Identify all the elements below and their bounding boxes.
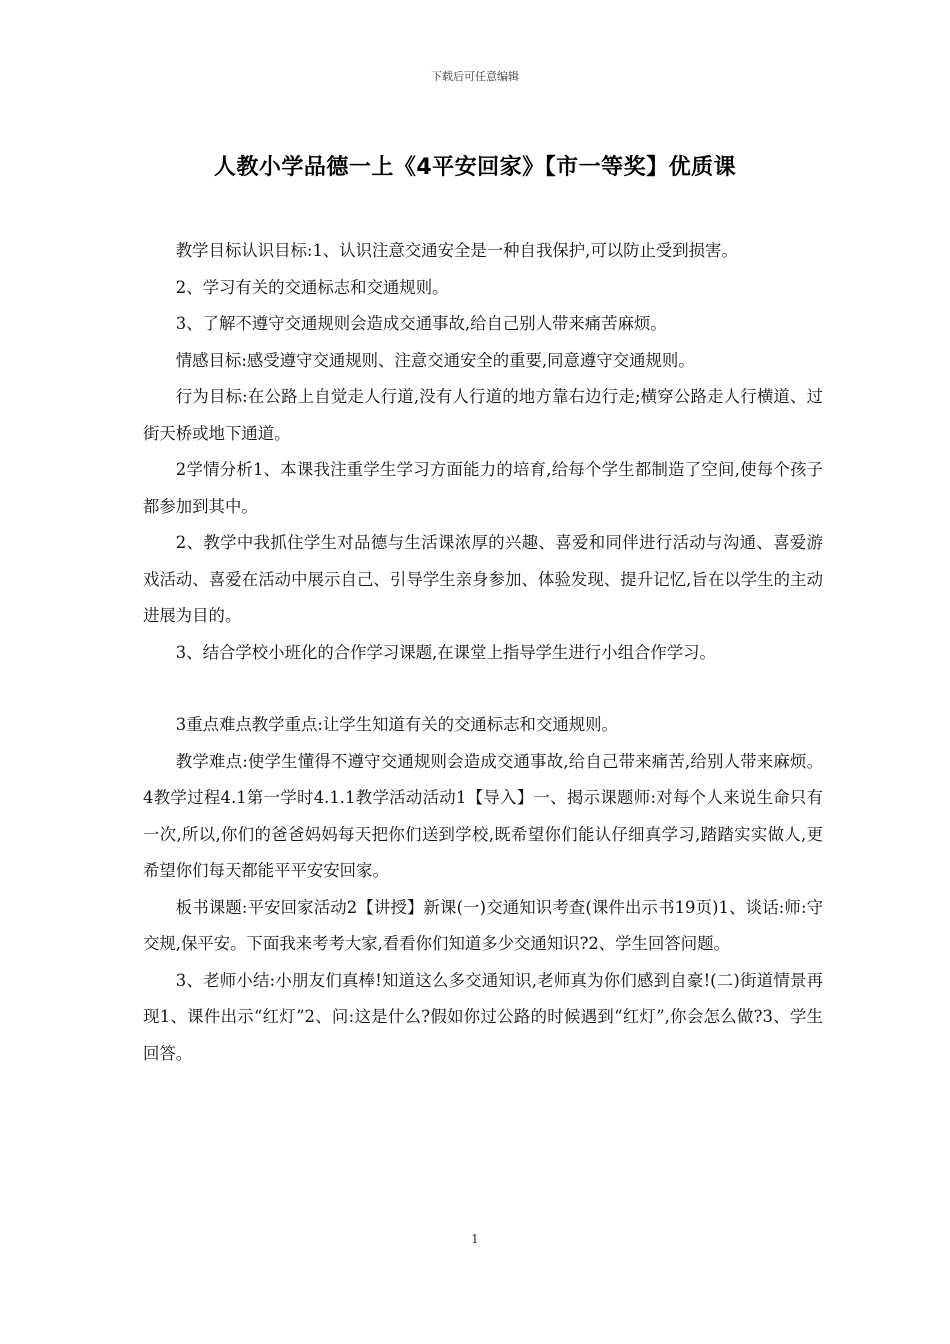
paragraph: 2学情分析1、本课我注重学生学习方面能力的培育,给每个学生都制造了空间,使每个孩子都参加到其中。 <box>143 460 823 516</box>
document-body <box>143 233 823 1072</box>
page-number: 1 <box>471 1232 479 1246</box>
document-title: 人教小学品德一上《4平安回家》【市一等奖】优质课 <box>213 155 737 180</box>
paragraph: 2、教学中我抓住学生对品德与生活课浓厚的兴趣、喜爱和同伴进行活动与沟通、喜爱游戏活动、喜爱在活动中展示自己、引导学生亲身参加、体验发现、提升记忆,旨在以学生的主动进展为目的。 <box>143 533 823 625</box>
paragraph: 板书课题:平安回家活动2【讲授】新课(一)交通知识考查(课件出示书19页)1、谈话:师:守交规,保平安。下面我来考考大家,看看你们知道多少交通知识?2、学生回答问题。 <box>143 897 823 953</box>
paragraph: 3重点难点教学重点:让学生知道有关的交通标志和交通规则。 <box>175 715 618 734</box>
header-note: 下载后可任意编辑 <box>431 70 519 83</box>
paragraph: 行为目标:在公路上自觉走人行道,没有人行道的地方靠右边行走;横穿公路走人行横道、过街天桥或地下通道。 <box>143 387 823 443</box>
paragraph: 3、结合学校小班化的合作学习课题,在课堂上指导学生进行小组合作学习。 <box>175 642 716 662</box>
paragraph: 情感目标:感受遵守交通规则、注意交通安全的重要,同意遵守交通规则。 <box>175 350 695 370</box>
paragraph: 教学难点:使学生懂得不遵守交通规则会造成交通事故,给自己带来痛苦,给别人带来麻烦。4教学过程4.1第一学时4.1.1教学活动活动1【导入】一、揭示课题师:对每个人来说生命只有一次,所以,你们的爸爸妈妈每天把你们送到学校,既希望你们能认仔细真学习,踏踏实实做人,更希望你们每天都能平平安安回家。 <box>143 751 823 880</box>
paragraph: 3、了解不遵守交通规则会造成交通事故,给自己别人带来痛苦麻烦。 <box>175 314 667 333</box>
paragraph: 教学目标认识目标:1、认识注意交通安全是一种自我保护,可以防止受到损害。 <box>175 241 738 260</box>
paragraph: 3、老师小结:小朋友们真棒!知道这么多交通知识,老师真为你们感到自豪!(二)街道情景再现1、课件出示“红灯”2、问:这是什么?假如你过公路的时候遇到“红灯”,你会怎么做?3、学生回答。 <box>143 970 823 1063</box>
paragraph: 2、学习有关的交通标志和交通规则。 <box>175 277 449 297</box>
